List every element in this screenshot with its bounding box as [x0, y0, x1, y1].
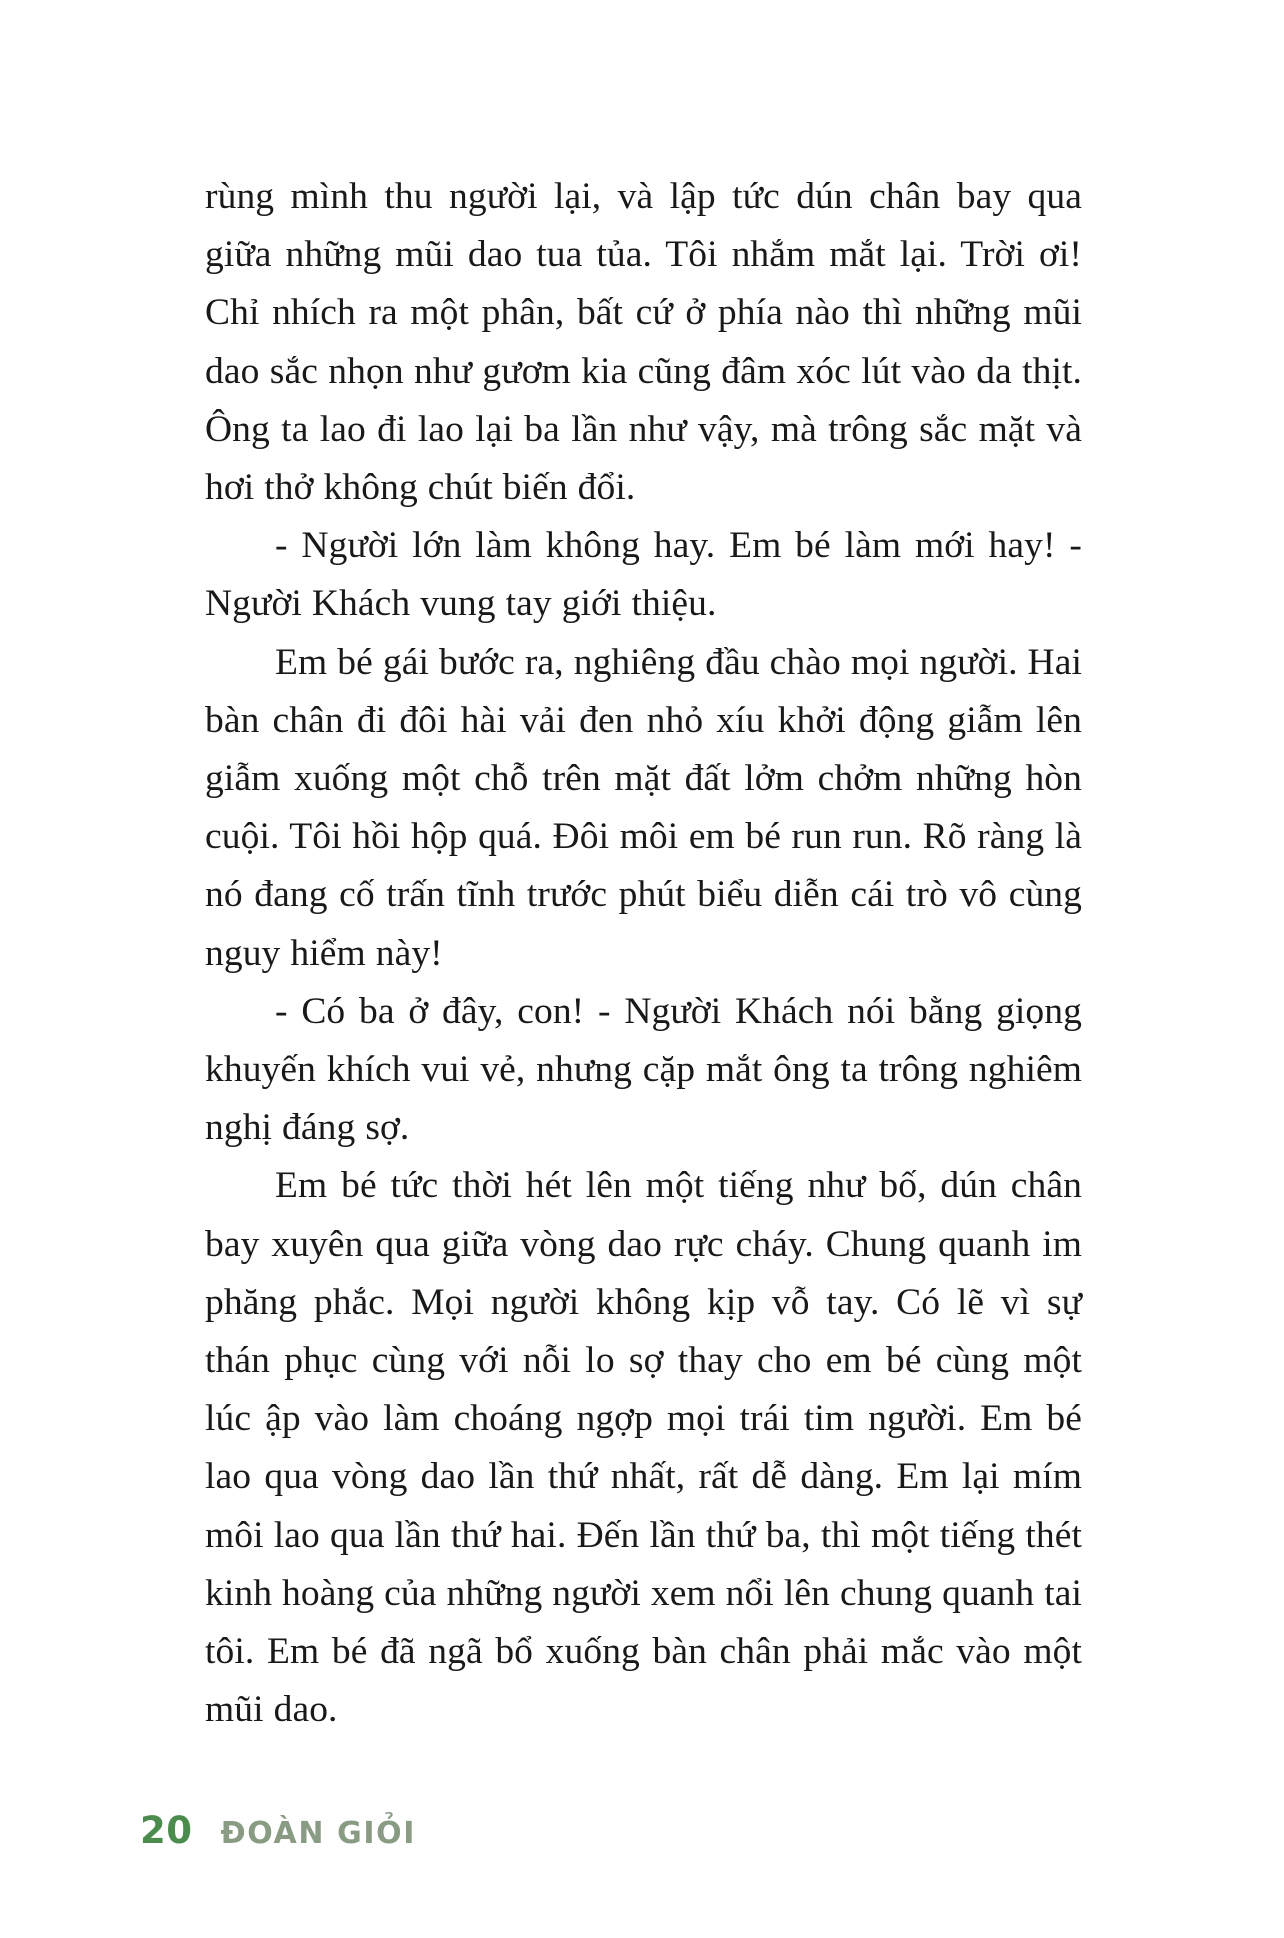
- page-text-block: [205, 168, 1082, 1739]
- running-head-author: ĐOÀN GIỎI: [220, 1816, 416, 1851]
- page-number: 20: [140, 1809, 193, 1852]
- page-footer: [140, 1809, 416, 1852]
- paragraph-1: rùng mình thu người lại, và lập tức dún chân bay qua giữa những mũi dao tua tủa. Tôi nhắm mắt lại. Trời ơi! Chỉ nhích ra một phân, bất cứ ở phía nào thì những mũi dao sắc nhọn như gươm kia cũng đâm xóc lút vào da thịt. Ông ta lao đi lao lại ba lần như vậy, mà trông sắc mặt và hơi thở không chút biến đổi.: [205, 176, 1082, 509]
- paragraph-3: Em bé gái bước ra, nghiêng đầu chào mọi người. Hai bàn chân đi đôi hài vải đen nhỏ xíu khởi động giẫm lên giẫm xuống một chỗ trên mặt đất lởm chởm những hòn cuội. Tôi hồi hộp quá. Đôi môi em bé run run. Rõ ràng là nó đang cố trấn tĩnh trước phút biểu diễn cái trò vô cùng nguy hiểm này!: [205, 641, 1082, 974]
- paragraph-4: - Có ba ở đây, con! - Người Khách nói bằng giọng khuyến khích vui vẻ, nhưng cặp mắt ông ta trông nghiêm nghị đáng sợ.: [205, 990, 1082, 1149]
- paragraph-2: - Người lớn làm không hay. Em bé làm mới hay! - Người Khách vung tay giới thiệu.: [205, 525, 1082, 625]
- paragraph-5: Em bé tức thời hét lên một tiếng như bố, dún chân bay xuyên qua giữa vòng dao rực cháy. Chung quanh im phăng phắc. Mọi người không kịp vỗ tay. Có lẽ vì sự thán phục cùng với nỗi lo sợ thay cho em bé cùng một lúc ập vào làm choáng ngợp mọi trái tim người. Em bé lao qua vòng dao lần thứ nhất, rất dễ dàng. Em lại mím môi lao qua lần thứ hai. Đến lần thứ ba, thì một tiếng thét kinh hoàng của những người xem nổi lên chung quanh tai tôi. Em bé đã ngã bổ xuống bàn chân phải mắc vào một mũi dao.: [205, 1165, 1082, 1731]
